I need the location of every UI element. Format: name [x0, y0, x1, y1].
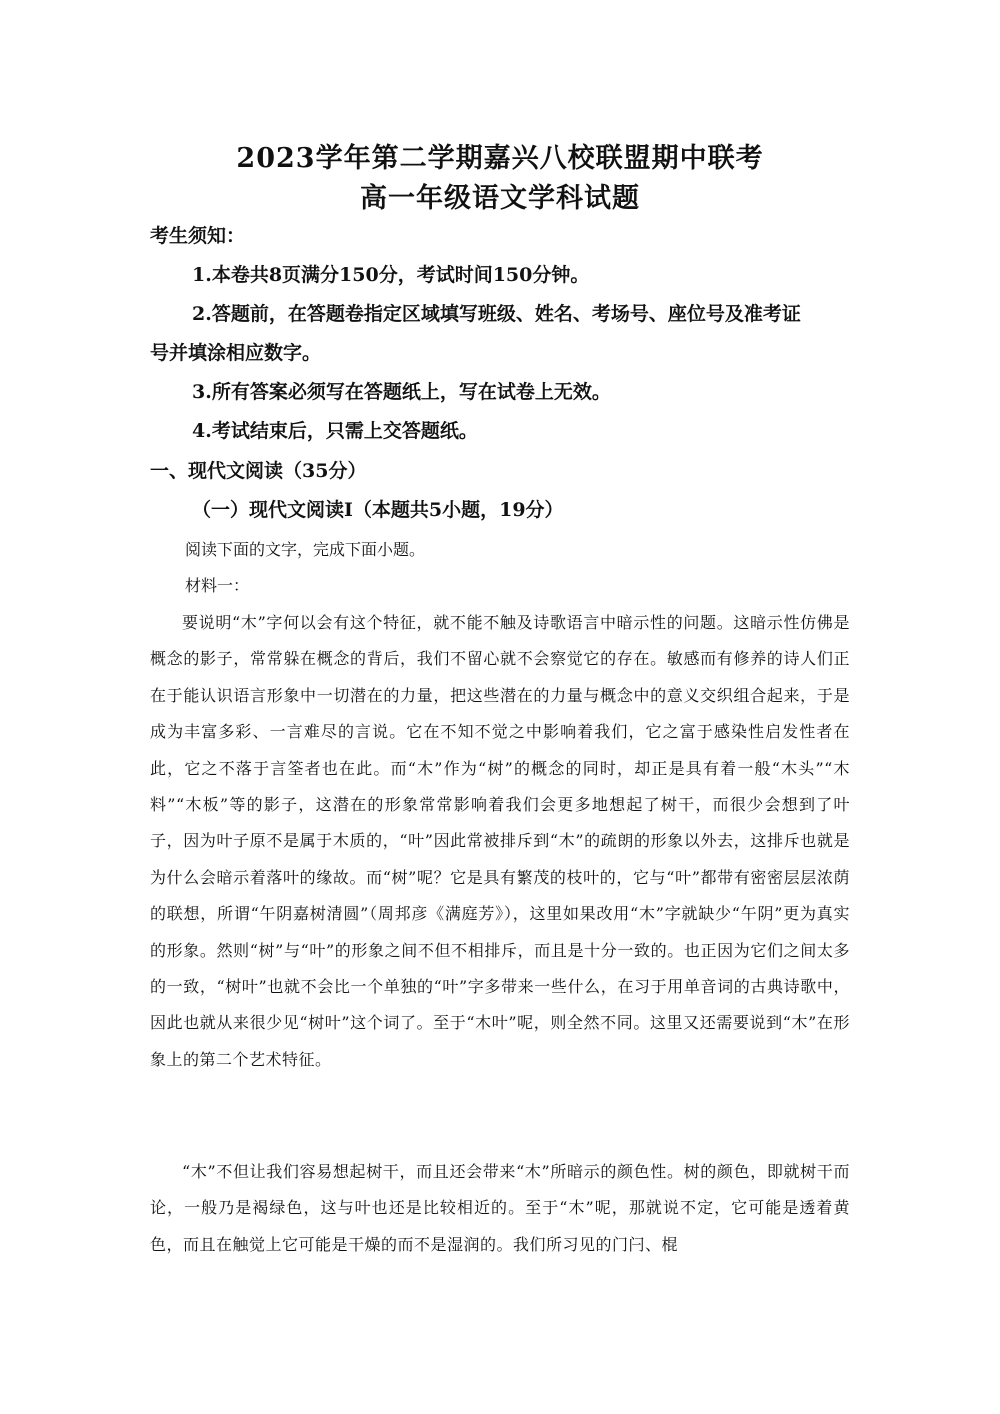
notice-item-2: 2.答题前，在答题卷指定区域填写班级、姓名、考场号、座位号及准考证 — [192, 303, 801, 325]
passage-paragraph-2 — [150, 1154, 850, 1263]
exam-title-line2: 高一年级语文学科试题 — [360, 183, 640, 214]
paragraph-text: “木”不但让我们容易想起树干，而且还会带来“木”所暗示的颜色性。树的颜色，即就树干而论，一般乃是褐绿色，这与叶也还是比较相近的。至于“木”呢，那就说不定，它可能是透着黄色，而且在触觉上它可能是干燥的而不是湿润的。我们所习见的门闩、棍 — [150, 1162, 850, 1254]
notice-item-3: 3.所有答案必须写在答题纸上，写在试卷上无效。 — [192, 381, 611, 403]
notice-item-4: 4.考试结束后，只需上交答题纸。 — [192, 420, 478, 442]
paragraph-text: 要说明“木”字何以会有这个特征，就不能不触及诗歌语言中暗示性的问题。这暗示性仿佛是概念的影子，常常躲在概念的背后，我们不留心就不会察觉它的存在。敏感而有修养的诗人们正在于能认识语言形象中一切潜在的力量，把这些潜在的力量与概念中的意义交织组合起来，于是成为丰富多彩、一言难尽的言说。它在不知不觉之中影响着我们，它之富于感染性启发性者在此，它之不落于言筌者也在此。而“木”作为“树”的概念的同时，却正是具有着一般“木头”“木料”“木板”等的影子，这潜在的形象常常影响着我们会更多地想起了树干，而很少会想到了叶子，因为叶子原不是属于木质的，“叶”因此常被排斥到“木”的疏朗的形象以外去，这排斥也就是为什么会暗示着落叶的缘故。而“树”呢？它是具有繁茂的枝叶的，它与“叶”都带有密密层层浓荫的联想，所谓“午阴嘉树清圆”（周邦彦《满庭芳》），这里如果改用“木”字就缺少“午阴”更为真实的形象。然则“树”与“叶”的形象之间不但不相排斥，而且是十分一致的。也正因为它们之间太多的一致，“树叶”也就不会比一个单独的“叶”字多带来一些什么，在习于用单音词的古典诗歌中，因此也就从来很少见“树叶”这个词了。至于“木叶”呢，则全然不同。这里又还需要说到“木”在形象上的第二个艺术特征。 — [150, 613, 850, 1069]
material-label: 材料一： — [185, 576, 250, 595]
notice-heading: 考生须知： — [150, 225, 246, 247]
exam-title-line1: 2023学年第二学期嘉兴八校联盟期中联考 — [236, 143, 764, 174]
reading-instruction: 阅读下面的文字，完成下面小题。 — [185, 540, 426, 559]
section-heading: 一、现代文阅读（35分） — [150, 460, 367, 482]
notice-item-2-continued: 号并填涂相应数字。 — [150, 342, 322, 364]
passage-paragraph-1 — [150, 605, 850, 1078]
subsection-heading: （一）现代文阅读Ⅰ（本题共5小题，19分） — [192, 499, 564, 521]
notice-item-1: 1.本卷共8页满分150分，考试时间150分钟。 — [192, 264, 590, 286]
